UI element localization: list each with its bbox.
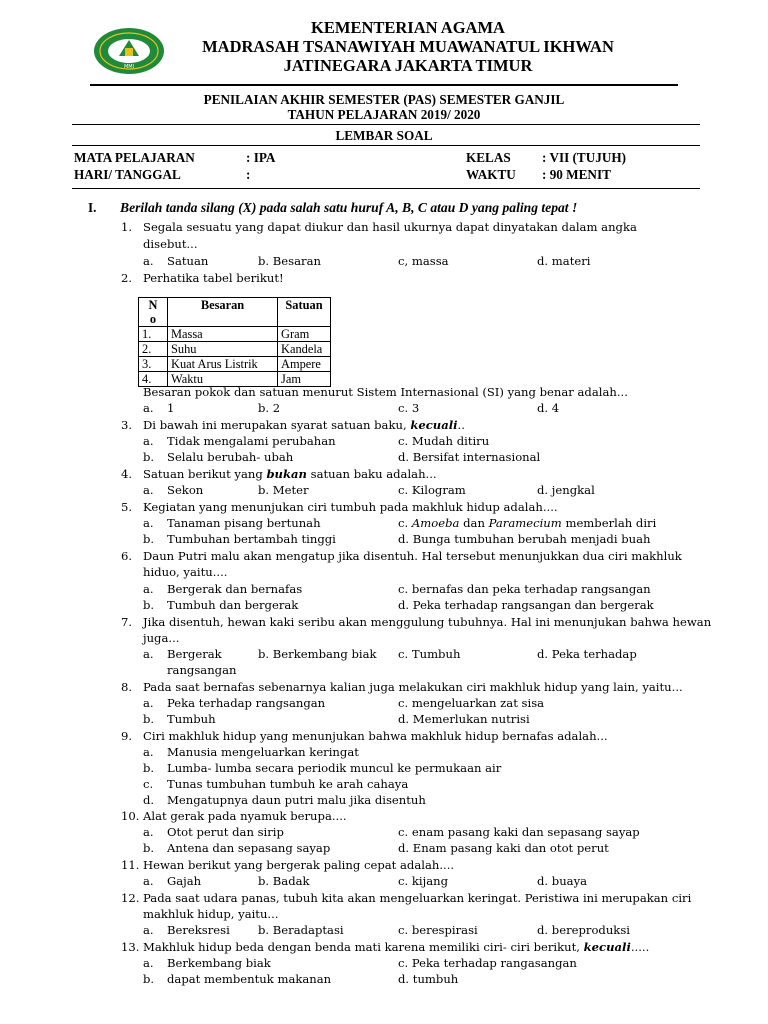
- header-divider: [90, 84, 678, 86]
- q11-option-a-letter: a.: [143, 874, 154, 888]
- q11-number: 11.: [121, 858, 140, 872]
- q2-option-b: b. 2: [258, 401, 281, 415]
- q7-text: Jika disentuh, hewan kaki seribu akan menggulung tubuhnya. Hal ini menunjukan bahwa hewan: [143, 615, 712, 629]
- q12-text: Pada saat udara panas, tubuh kita akan mengeluarkan keringat. Peristiwa ini merupakan ciri: [143, 891, 692, 905]
- q7-option-d: d. Peka terhadap: [537, 647, 637, 661]
- table-cell: Waktu: [168, 372, 278, 387]
- q3-number: 3.: [121, 418, 133, 432]
- q2-option-a: 1: [167, 401, 175, 415]
- q10-option-b-letter: b.: [143, 841, 155, 855]
- q12-number: 12.: [121, 891, 140, 905]
- q12-text-cont: makhluk hidup, yaitu...: [143, 907, 279, 921]
- table-header-no-text: N o: [148, 298, 158, 326]
- q1-option-b: b. Besaran: [258, 254, 321, 268]
- table-cell: 1.: [139, 327, 168, 342]
- q1-number: 1.: [121, 220, 133, 234]
- section-number: I.: [88, 200, 97, 215]
- table-cell: Gram: [278, 327, 331, 342]
- q11-option-d: d. buaya: [537, 874, 588, 888]
- q13-text: [143, 939, 649, 955]
- q12-option-a-letter: a.: [143, 923, 154, 937]
- q3-option-b-letter: b.: [143, 450, 155, 464]
- q9-number: 9.: [121, 729, 133, 743]
- q4-emphasis: bukan: [266, 467, 307, 481]
- q3-text: [143, 417, 465, 433]
- table-header-quantity: Besaran: [168, 298, 278, 327]
- q4-option-a-letter: a.: [143, 483, 154, 497]
- q4-option-c: c. Kilogram: [398, 483, 466, 497]
- q13-option-a: Berkembang biak: [167, 956, 271, 970]
- exam-title: PENILAIAN AKHIR SEMESTER (PAS) SEMESTER GANJIL: [203, 92, 565, 107]
- q4-option-b: b. Meter: [258, 483, 309, 497]
- q12-option-b: b. Beradaptasi: [258, 923, 344, 937]
- q7-option-c: c. Tumbuh: [398, 647, 461, 661]
- q1-text-cont: disebut...: [143, 237, 198, 251]
- q3-emphasis: kecuali: [410, 418, 458, 432]
- date-label: HARI/ TANGGAL: [74, 167, 181, 182]
- q9-option-c-letter: c.: [143, 777, 154, 791]
- q1-option-a-letter: a.: [143, 254, 154, 268]
- q7-option-b: b. Berkembang biak: [258, 647, 377, 661]
- table-cell: Massa: [168, 327, 278, 342]
- q7-text-cont: juga...: [143, 631, 180, 645]
- q5-option-c-pre: c.: [398, 516, 412, 530]
- q3-text-pre: Di bawah ini merupakan syarat satuan baku,: [143, 418, 411, 432]
- class-value: : VII (TUJUH): [542, 150, 627, 165]
- q7-option-a-cont: rangsangan: [167, 663, 237, 677]
- q13-option-b-letter: b.: [143, 972, 155, 986]
- q5-number: 5.: [121, 500, 133, 514]
- q5-option-d: d. Bunga tumbuhan berubah menjadi buah: [398, 532, 651, 546]
- q5-option-c-amoeba: Amoeba: [411, 516, 460, 530]
- logo-text: MMI: [123, 64, 135, 70]
- q6-text-cont: hiduo, yaitu....: [143, 565, 228, 579]
- table-header-row: [139, 298, 331, 327]
- q5-option-a: Tanaman pisang bertunah: [167, 516, 321, 530]
- q6-text: Daun Putri malu akan mengatup jika disentuh. Hal tersebut menunjukkan dua ciri makhluk: [143, 549, 682, 563]
- q6-option-c: c. bernafas dan peka terhadap rangsangan: [398, 582, 651, 596]
- table-header-unit: Satuan: [278, 298, 331, 327]
- q1-option-d: d. materi: [537, 254, 591, 268]
- q4-number: 4.: [121, 467, 133, 481]
- q13-text-post: .....: [630, 940, 650, 954]
- q8-option-a-letter: a.: [143, 696, 154, 710]
- table-header-no: [139, 298, 168, 327]
- q4-option-d: d. jengkal: [537, 483, 595, 497]
- q8-option-b: Tumbuh: [167, 712, 216, 726]
- q7-option-a-letter: a.: [143, 647, 154, 661]
- q3-option-b: Selalu berubah- ubah: [167, 450, 294, 464]
- q6-option-a-letter: a.: [143, 582, 154, 596]
- table-cell: Ampere: [278, 357, 331, 372]
- q9-option-b: Lumba- lumba secara periodik muncul ke permukaan air: [167, 761, 502, 775]
- q9-text: Ciri makhluk hidup yang menunjukan bahwa makhluk hidup bernafas adalah...: [143, 729, 608, 743]
- q10-number: 10.: [121, 809, 140, 823]
- q10-option-a: Otot perut dan sirip: [167, 825, 284, 839]
- q8-option-d: d. Memerlukan nutrisi: [398, 712, 530, 726]
- q10-text: Alat gerak pada nyamuk berupa....: [143, 809, 347, 823]
- q13-text-pre: Makhluk hidup beda dengan benda mati karena memiliki ciri- ciri berikut,: [143, 940, 584, 954]
- table-row: [139, 327, 331, 342]
- q6-number: 6.: [121, 549, 133, 563]
- table-row: [139, 342, 331, 357]
- q8-option-a: Peka terhadap rangsangan: [167, 696, 326, 710]
- section-instruction: Berilah tanda silang (X) pada salah satu huruf A, B, C atau D yang paling tepat !: [120, 200, 578, 215]
- table-cell: Jam: [278, 372, 331, 387]
- q7-option-a: Bergerak: [167, 647, 222, 661]
- q6-option-b-letter: b.: [143, 598, 155, 612]
- q2-text: Perhatika tabel berikut!: [143, 271, 284, 285]
- sheet-divider: [72, 145, 700, 146]
- q3-option-d: d. Bersifat internasional: [398, 450, 541, 464]
- q13-emphasis: kecuali: [583, 940, 631, 954]
- info-divider: [72, 188, 700, 189]
- q7-number: 7.: [121, 615, 133, 629]
- date-value: :: [246, 167, 251, 182]
- q10-option-d: d. Enam pasang kaki dan otot perut: [398, 841, 609, 855]
- class-label: KELAS: [466, 150, 511, 165]
- q1-option-c: c, massa: [398, 254, 449, 268]
- q8-option-b-letter: b.: [143, 712, 155, 726]
- table-cell: 3.: [139, 357, 168, 372]
- q12-option-c: c. berespirasi: [398, 923, 478, 937]
- q1-option-a: Satuan: [167, 254, 209, 268]
- exam-year: TAHUN PELAJARAN 2019/ 2020: [287, 107, 481, 122]
- table-cell: Kandela: [278, 342, 331, 357]
- school-name: MADRASAH TSANAWIYAH MUAWANATUL IKHWAN: [202, 37, 614, 56]
- subject-label: MATA PELAJARAN: [74, 150, 195, 165]
- ministry-title: KEMENTERIAN AGAMA: [311, 18, 505, 37]
- title-divider: [72, 124, 700, 125]
- q11-option-b: b. Badak: [258, 874, 310, 888]
- q3-option-a-letter: a.: [143, 434, 154, 448]
- q3-option-c: c. Mudah ditiru: [398, 434, 490, 448]
- q3-text-post: ..: [457, 418, 465, 432]
- q5-option-b-letter: b.: [143, 532, 155, 546]
- subject-value: : IPA: [246, 150, 276, 165]
- q8-option-c: c. mengeluarkan zat sisa: [398, 696, 545, 710]
- time-label: WAKTU: [466, 167, 516, 182]
- q13-option-b: dapat membentuk makanan: [167, 972, 332, 986]
- q5-option-c-paramecium: Paramecium: [488, 516, 562, 530]
- q6-option-b: Tumbuh dan bergerak: [167, 598, 299, 612]
- q12-option-d: d. bereproduksi: [537, 923, 630, 937]
- q4-text-pre: Satuan berikut yang: [143, 467, 267, 481]
- q9-option-d-letter: d.: [143, 793, 155, 807]
- table-cell: Kuat Arus Listrik: [168, 357, 278, 372]
- sheet-title: LEMBAR SOAL: [335, 128, 433, 143]
- q2-option-a-letter: a.: [143, 401, 154, 415]
- q13-number: 13.: [121, 940, 140, 954]
- q5-option-c-post: memberlah diri: [561, 516, 657, 530]
- q2-option-c: c. 3: [398, 401, 420, 415]
- q9-option-a: Manusia mengeluarkan keringat: [167, 745, 359, 759]
- table-cell: Suhu: [168, 342, 278, 357]
- q10-option-b: Antena dan sepasang sayap: [167, 841, 331, 855]
- q5-text: Kegiatan yang menunjukan ciri tumbuh pada makhluk hidup adalah....: [143, 500, 558, 514]
- q13-option-a-letter: a.: [143, 956, 154, 970]
- q13-option-d: d. tumbuh: [398, 972, 459, 986]
- q12-option-a: Bereksresi: [167, 923, 230, 937]
- q10-option-a-letter: a.: [143, 825, 154, 839]
- q4-text: [143, 466, 437, 482]
- table-row: [139, 357, 331, 372]
- q9-option-a-letter: a.: [143, 745, 154, 759]
- q4-option-a: Sekon: [167, 483, 204, 497]
- q9-option-c: Tunas tumbuhan tumbuh ke arah cahaya: [167, 777, 409, 791]
- school-location: JATINEGARA JAKARTA TIMUR: [283, 56, 533, 75]
- table-cell: 2.: [139, 342, 168, 357]
- q1-text: Segala sesuatu yang dapat diukur dan hasil ukurnya dapat dinyatakan dalam angka: [143, 220, 637, 234]
- q5-option-a-letter: a.: [143, 516, 154, 530]
- q13-option-c: c. Peka terhadap rangasangan: [398, 956, 577, 970]
- q8-text: Pada saat bernafas sebenarnya kalian juga melakukan ciri makhluk hidup yang lain, yaitu...: [143, 680, 683, 694]
- q6-option-a: Bergerak dan bernafas: [167, 582, 303, 596]
- q11-text: Hewan berikut yang bergerak paling cepat adalah....: [143, 858, 455, 872]
- q10-option-c: c. enam pasang kaki dan sepasang sayap: [398, 825, 640, 839]
- q3-option-a: Tidak mengalami perubahan: [167, 434, 336, 448]
- q2-question: Besaran pokok dan satuan menurut Sistem Internasional (SI) yang benar adalah...: [143, 385, 628, 399]
- table-cell: 4.: [139, 372, 168, 387]
- q8-number: 8.: [121, 680, 133, 694]
- q4-text-post: satuan baku adalah...: [306, 467, 437, 481]
- q6-option-d: d. Peka terhadap rangsangan dan bergerak: [398, 598, 654, 612]
- q2-number: 2.: [121, 271, 133, 285]
- q5-option-b: Tumbuhan bertambah tinggi: [167, 532, 336, 546]
- q5-option-c: [398, 515, 656, 531]
- q5-option-c-mid: dan: [459, 516, 489, 530]
- quantity-unit-table: [138, 297, 331, 387]
- time-value: : 90 MENIT: [542, 167, 611, 182]
- q2-option-d: d. 4: [537, 401, 560, 415]
- q9-option-b-letter: b.: [143, 761, 155, 775]
- q11-option-a: Gajah: [167, 874, 202, 888]
- q9-option-d: Mengatupnya daun putri malu jika disentuh: [167, 793, 426, 807]
- q11-option-c: c. kijang: [398, 874, 448, 888]
